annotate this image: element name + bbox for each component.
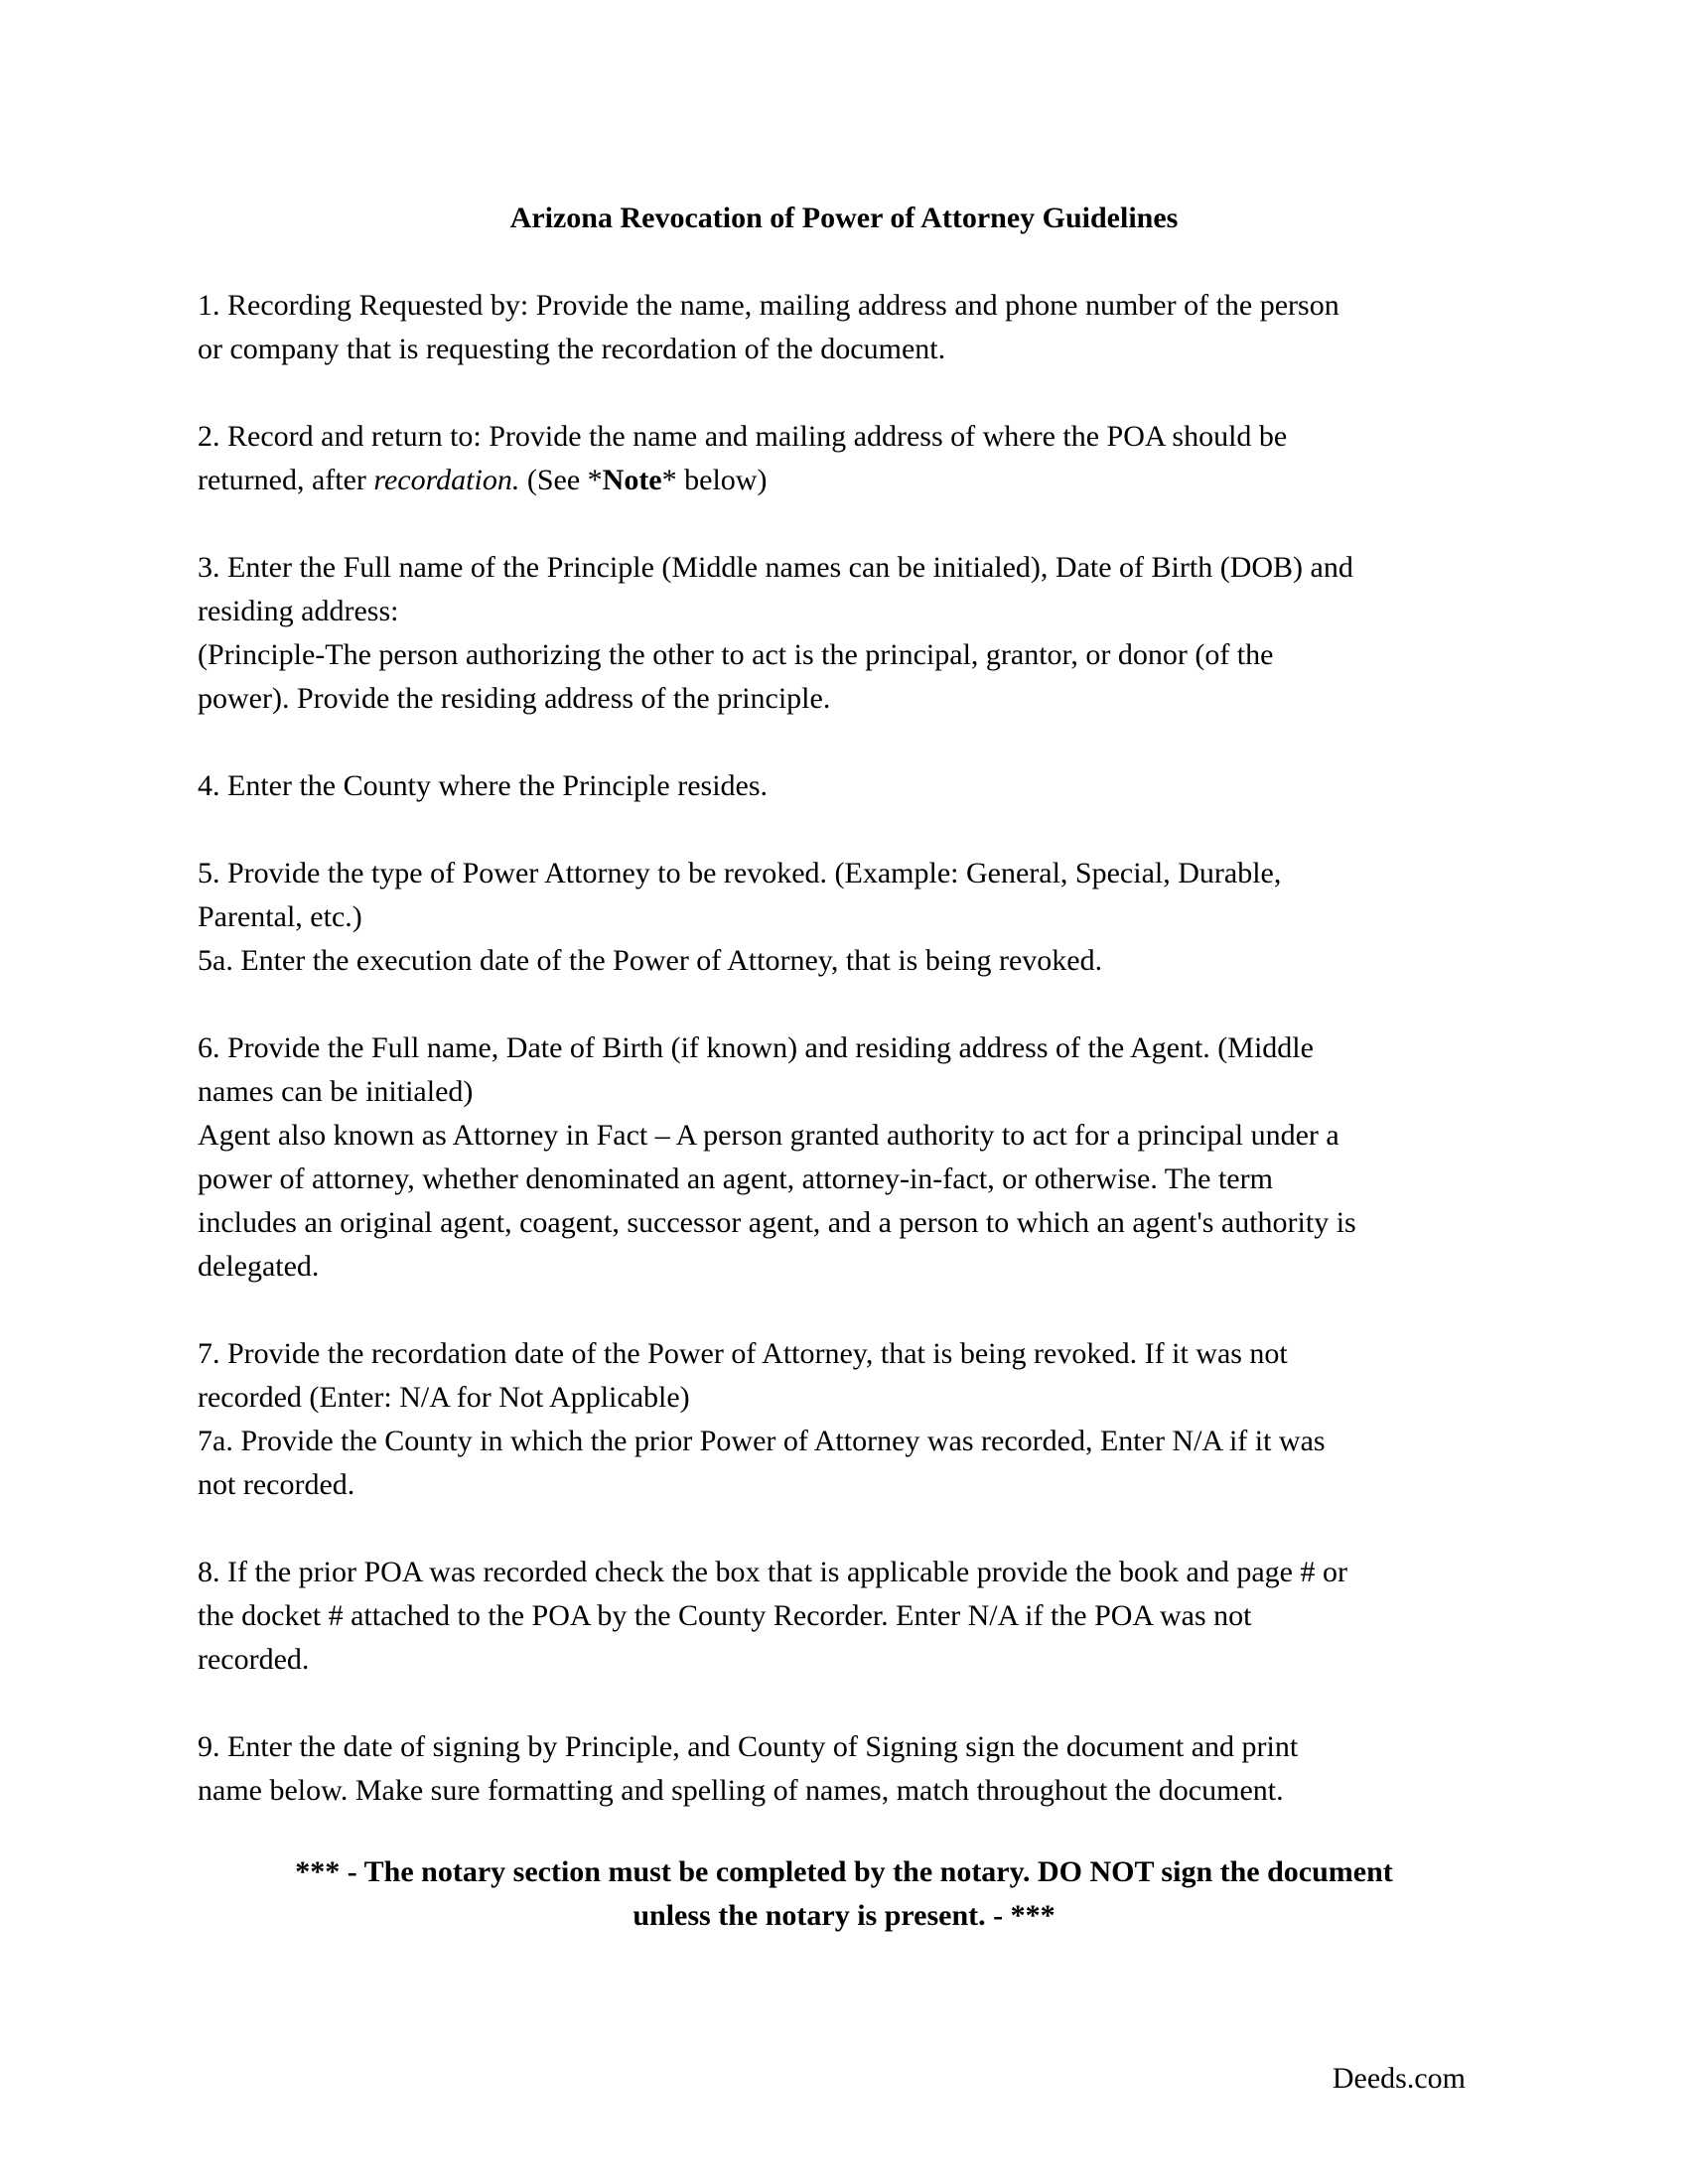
text-segment: returned, after	[198, 464, 374, 496]
text-line: Parental, etc.)	[198, 900, 362, 933]
text-segment: (See *	[519, 464, 603, 496]
guideline-item-6	[198, 1026, 1518, 1289]
text-line: residing address:	[198, 595, 399, 627]
text-line: (Principle-The person authorizing the other to act is the principal, grantor, or donor (of the	[198, 638, 1274, 671]
text-line: Agent also known as Attorney in Fact – A person granted authority to act for a principal under a	[198, 1119, 1339, 1152]
text-line: delegated.	[198, 1250, 320, 1283]
guideline-item-4	[198, 764, 1518, 808]
text-line: 3. Enter the Full name of the Principle (Middle names can be initialed), Date of Birth (DOB) and	[198, 551, 1353, 584]
text-line: power of attorney, whether denominated an agent, attorney-in-fact, or otherwise. The term	[198, 1162, 1273, 1195]
text-line: the docket # attached to the POA by the County Recorder. Enter N/A if the POA was not	[198, 1599, 1252, 1632]
text-line: 7. Provide the recordation date of the Power of Attorney, that is being revoked. If it was not	[198, 1337, 1288, 1370]
text-line: 2. Record and return to: Provide the name and mailing address of where the POA should be	[198, 420, 1288, 453]
text-line: 7a. Provide the County in which the prior Power of Attorney was recorded, Enter N/A if it was	[198, 1425, 1326, 1457]
text-line: 8. If the prior POA was recorded check the box that is applicable provide the book and page # or	[198, 1556, 1347, 1588]
text-line: 5. Provide the type of Power Attorney to be revoked. (Example: General, Special, Durable,	[198, 857, 1282, 889]
text-line: recorded (Enter: N/A for Not Applicable)	[198, 1381, 690, 1414]
note-label: Note	[602, 464, 662, 496]
text-line: or company that is requesting the recordation of the document.	[198, 333, 946, 365]
text-segment: * below)	[661, 464, 768, 496]
text-line: 1. Recording Requested by: Provide the name, mailing address and phone number of the person	[198, 289, 1339, 322]
notice-line: unless the notary is present. - ***	[633, 1899, 1055, 1932]
guideline-item-1	[198, 284, 1518, 371]
text-line: 6. Provide the Full name, Date of Birth (if known) and residing address of the Agent. (Middle	[198, 1031, 1314, 1064]
guideline-item-7	[198, 1332, 1518, 1507]
document-title: Arizona Revocation of Power of Attorney Guidelines	[509, 202, 1179, 234]
text-line: not recorded.	[198, 1468, 355, 1501]
text-line	[198, 459, 1518, 502]
guidelines-list	[198, 284, 1518, 1856]
text-line: recorded.	[198, 1643, 310, 1676]
text-line: 4. Enter the County where the Principle resides.	[198, 769, 769, 802]
guideline-item-8	[198, 1551, 1518, 1682]
notary-notice	[0, 1850, 1688, 1938]
guideline-item-2	[198, 415, 1518, 502]
guideline-item-9	[198, 1725, 1518, 1813]
text-line: 5a. Enter the execution date of the Power of Attorney, that is being revoked.	[198, 944, 1103, 977]
text-line: includes an original agent, coagent, successor agent, and a person to which an agent's authority is	[198, 1206, 1356, 1239]
italic-term: recordation.	[373, 464, 520, 496]
footer-brand: Deeds.com	[1332, 2062, 1466, 2095]
guideline-item-3	[198, 546, 1518, 721]
guideline-item-5	[198, 852, 1518, 983]
text-line: names can be initialed)	[198, 1075, 474, 1108]
text-line: power). Provide the residing address of the principle.	[198, 682, 831, 715]
text-line: 9. Enter the date of signing by Principle, and County of Signing sign the document and print	[198, 1730, 1299, 1763]
notice-line: *** - The notary section must be completed by the notary. DO NOT sign the document	[295, 1855, 1393, 1888]
text-line: name below. Make sure formatting and spelling of names, match throughout the document.	[198, 1774, 1284, 1807]
